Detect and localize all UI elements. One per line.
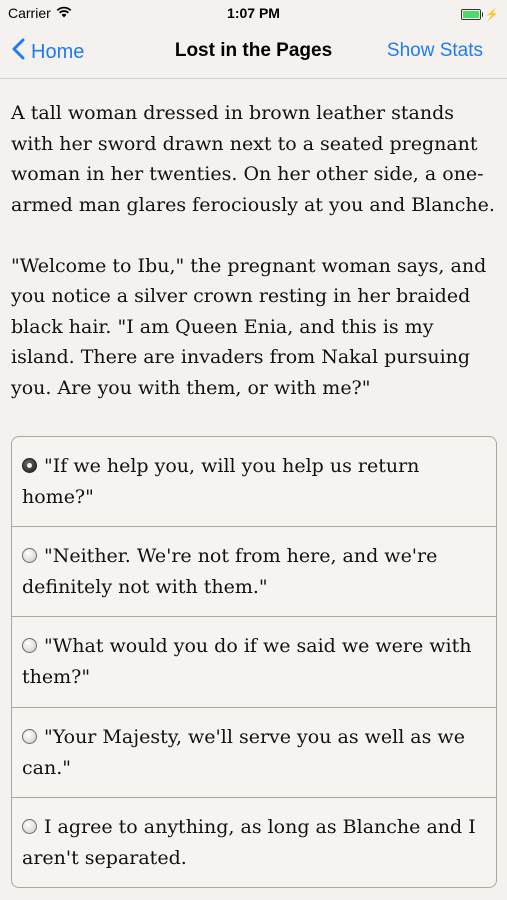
story-paragraph: A tall woman dressed in brown leather stands with her sword drawn next to a seated pregnant woman in her twenties. On her other side, a one-armed man glares ferociously at you and Blanche. [11,102,495,216]
status-time: 1:07 PM [227,5,280,21]
choice-label: I agree to anything, as long as Blanche and I aren't separated. [22,815,476,869]
navigation-bar [0,28,507,79]
choice-option-3[interactable] [12,617,496,707]
radio-selected-icon[interactable] [22,458,37,473]
radio-icon[interactable] [22,548,37,563]
status-bar [0,0,507,28]
radio-icon[interactable] [22,638,37,653]
radio-icon[interactable] [22,819,37,834]
choice-label: "If we help you, will you help us return home?" [22,455,420,508]
story-text [11,98,501,403]
choice-label: "Neither. We're not from here, and we're definitely not with them." [22,545,438,599]
story-paragraph: "Welcome to Ibu," the pregnant woman says, and you notice a silver crown resting in her braided black hair. "I am Queen Enia, and this is my island. There are invaders from Nakal pursuing you. Are you with them, or with me?" [11,254,487,399]
battery-icon [461,7,499,21]
battery-tip [482,12,483,17]
choice-option-1[interactable] [12,437,496,527]
choice-option-2[interactable] [12,527,496,617]
charging-bolt-icon: ⚡ [485,8,499,21]
back-label: Home [31,40,85,63]
show-stats-button[interactable]: Show Stats [386,40,483,61]
choice-label: "Your Majesty, we'll serve you as well as we can." [22,725,465,779]
page-title: Lost in the Pages [174,40,333,61]
radio-icon[interactable] [22,729,37,744]
choice-option-5[interactable] [12,798,496,888]
choice-list [11,436,497,888]
battery-fill [463,11,479,18]
carrier-label: Carrier [8,5,51,21]
choice-label: "What would you do if we said we were with them?" [22,635,472,689]
battery-body [461,9,481,20]
choice-option-4[interactable] [12,708,496,798]
